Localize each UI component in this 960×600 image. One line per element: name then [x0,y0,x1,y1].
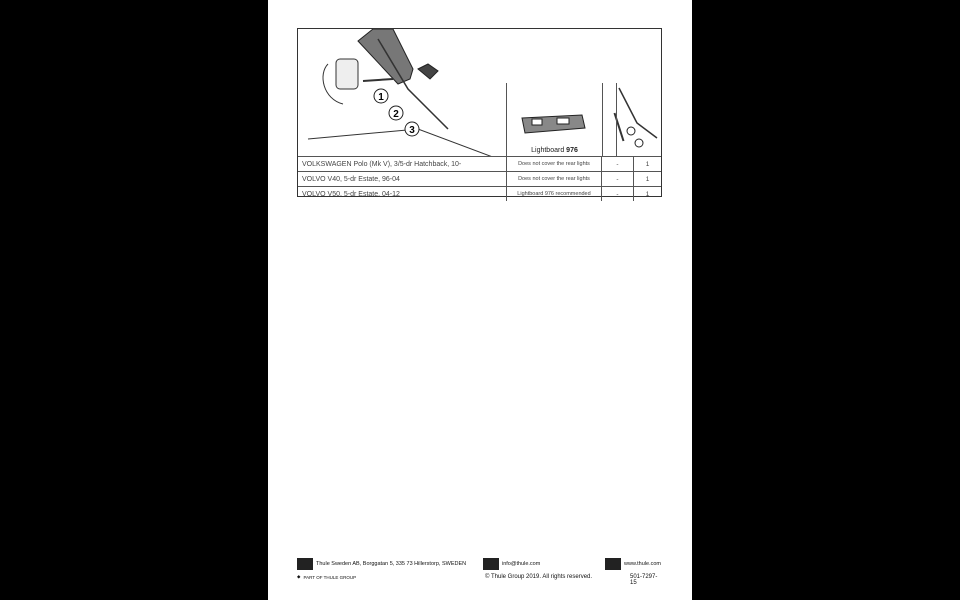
step-3-label: 3 [409,125,415,136]
house-icon [605,558,621,570]
vehicle-qty: 1 [633,172,661,186]
vehicle-dash: - [601,172,633,186]
footer-email[interactable]: info@thule.com [483,558,540,570]
lightboard-caption: Lightboard 976 [531,147,578,154]
fitting-table [297,28,662,197]
table-row [298,156,661,171]
at-sign-icon [483,558,499,570]
table-row [298,171,661,186]
vehicle-model: VOLKSWAGEN Polo (Mk V), 3/5-dr Hatchback, 10- [302,160,462,168]
footer-address: Thule Sweden AB, Borggatan 5, 335 73 Hillerstorp, SWEDEN [297,558,466,570]
vehicle-qty: 1 [633,187,661,201]
footer-part-of: ◆ PART OF THULE GROUP [297,574,357,580]
lightboard-illustration [506,83,603,156]
page-footer [297,558,663,588]
document-page [268,0,692,600]
vehicle-note: Lightboard 976 recommended [506,187,601,201]
table-row [298,186,661,201]
vehicle-dash: - [601,187,633,201]
footer-web[interactable]: www.thule.com [605,558,661,570]
detail-illustration [616,83,662,156]
vehicle-note: Does not cover the rear lights [506,172,601,186]
vehicle-qty: 1 [633,157,661,171]
installation-illustration [298,29,506,156]
vehicle-dash: - [601,157,633,171]
step-2-label: 2 [393,109,399,120]
vehicle-note: Does not cover the rear lights [506,157,601,171]
envelope-icon [297,558,313,570]
thule-group-logo-icon: ◆ [297,574,301,579]
step-1-label: 1 [378,92,384,103]
footer-copyright: © Thule Group 2019. All rights reserved. [485,574,593,580]
lightboard-icon [507,83,602,143]
vehicle-model: VOLVO V50, 5-dr Estate, 04-12 [302,190,400,198]
footer-doc-code: 501-7297-15 [630,574,658,586]
vehicle-model: VOLVO V40, 5-dr Estate, 96-04 [302,175,400,183]
vehicle-rows [298,156,661,201]
